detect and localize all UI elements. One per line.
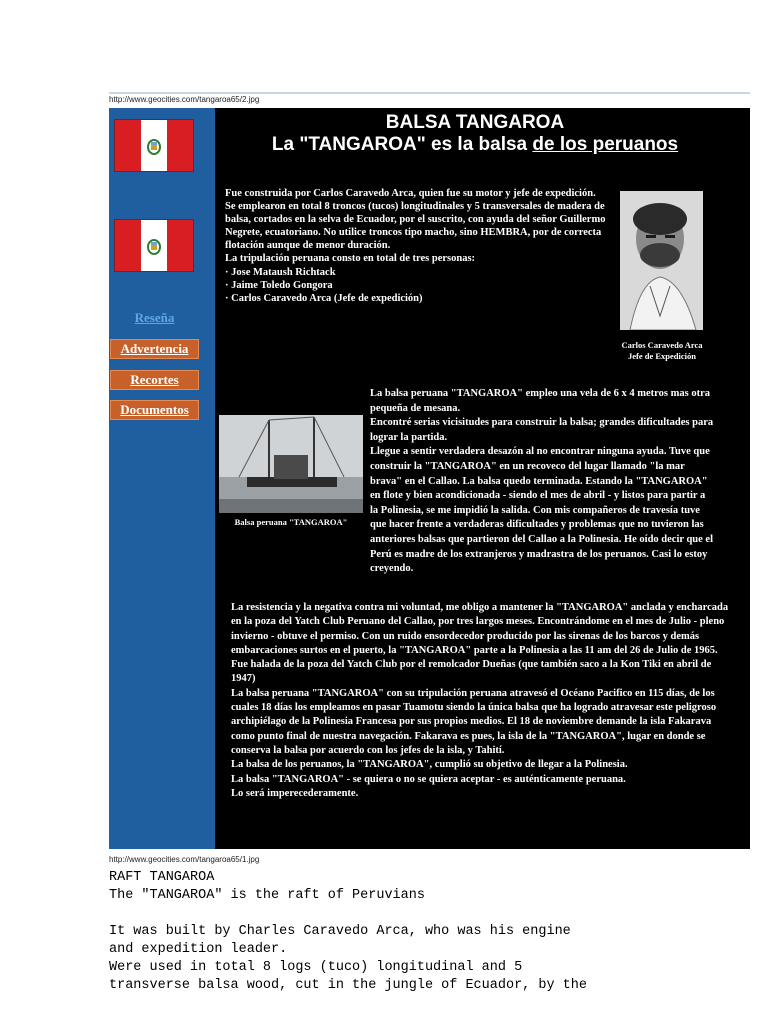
screenshot-top-border bbox=[109, 92, 750, 94]
nav-link-advertencia[interactable]: Advertencia bbox=[110, 339, 199, 359]
subtitle-text: La "TANGAROA" es la balsa bbox=[271, 134, 533, 155]
image-url-top: http://www.geocities.com/tangaroa65/2.jpg bbox=[109, 95, 260, 104]
nav-link-recortes[interactable]: Recortes bbox=[110, 370, 199, 390]
peru-flag-icon bbox=[114, 219, 194, 272]
nav-link-documentos[interactable]: Documentos bbox=[110, 400, 199, 420]
peru-flag-icon bbox=[114, 119, 194, 172]
translation-line: transverse balsa wood, cut in the jungle of Ecuador, by the bbox=[109, 978, 587, 993]
translation-line: and expedition leader. bbox=[109, 942, 288, 957]
nav-link-resena[interactable]: Reseña bbox=[110, 308, 199, 328]
raft-photo bbox=[219, 415, 363, 513]
page-title: BALSA TANGAROA bbox=[385, 112, 565, 133]
portrait-caption: Carlos Caravedo Arca Jefe de Expedición bbox=[621, 340, 703, 361]
translation-line: It was built by Charles Caravedo Arca, who was his engine bbox=[109, 924, 571, 939]
raft-caption: Balsa peruana "TANGAROA" bbox=[234, 517, 348, 527]
subtitle-underlined-text: de los peruanos bbox=[532, 134, 679, 155]
translation-line: RAFT TANGAROA bbox=[109, 870, 215, 885]
image-url-bottom: http://www.geocities.com/tangaroa65/1.jpg bbox=[109, 855, 260, 864]
translation-line: The "TANGAROA" is the raft of Peruvians bbox=[109, 888, 425, 903]
voyage-paragraph: La balsa peruana "TANGAROA" empleo una vela de 6 x 4 metros mas otra pequeña de mesana. Encontré serias vicisitudes para construir la balsa; grandes dificultades para lograr la partida. Llegue a sentir verdadera desazón al no encontrar ninguna ayuda. Tuve que construir la "TANGAROA" en un recoveco del lugar llamado "la mar brava" en el Callao. La balsa quedo terminada. Estando la "TANGAROA" en flote y bien acondicionada - siendo el mes de abril - y listos para partir a la Polinesia, se me impidió la salida. Con mis compañeros de travesía tuve que hacer frente a verdaderas dificultades y problemas que no tuvieron las anteriores balsas que partieron del Callao a la Polinesia. He oído decir que el Perú es madre de los extranjeros y madrastra de los peruanos. Casi lo estoy creyendo. bbox=[370, 388, 714, 575]
translation-line: Were used in total 8 logs (tuco) longitudinal and 5 bbox=[109, 960, 523, 975]
departure-paragraph: La resistencia y la negativa contra mi voluntad, me obligo a mantener la "TANGAROA" anclada y encharcada en la poza del Yatch Club Peruano del Callao, por tres largos meses. Encontrándome en el mes de Julio - pleno invierno - obtuve el permiso. Con un ruido ensordecedor producido por las sirenas de los barcos y demás embarcaciones surtos en el puerto, la "TANGAROA" parte a la Polinesia a las 11 am del 26 de Julio de 1965. Fue halada de la poza del Yatch Club por el remolcador Dueñas (que también saco a la Kon Tiki en abril de 1947) La balsa peruana "TANGAROA" con su tripulación peruana atravesó el Océano Pacifico en 115 días, de los cuales 18 días los empleamos en pasar Tuamotu siendo la única balsa que ha logrado atravesar este peligroso archipiélago de la Polinesia Francesa por sus propios medios. El 18 de noviembre demande la isla Fakarava como punto final de nuestra navegación. Fakarava es pues, la isla de la "TANGAROA", lugar en donde se conserva la balsa por acuerdo con los jefes de la isla, y Tahití. La balsa de los peruanos, la "TANGAROA", cumplió su objetivo de llegar a la Polinesia. La balsa "TANGAROA" - se quiera o no se quiera aceptar - es auténticamente peruana. Lo será imperecederamente. bbox=[231, 602, 729, 799]
page-subtitle bbox=[215, 134, 735, 156]
intro-paragraph: Fue construida por Carlos Caravedo Arca, quien fue su motor y jefe de expedición. Se emplearon en total 8 troncos (tucos) longitudinales y 5 transversales de madera de balsa, cortados en la selva de Ecuador, por el suscrito, con ayuda del señor Guillermo Negrete, ecuatoriano. No utilice troncos tipo macho, sino HEMBRA, por de correcta flotación aunque de menor duración. La tripulación peruana consto en total de tres personas: · Jose Mataush Richtack · Jaime Toledo Gongora · Carlos Caravedo Arca (Jefe de expedición) bbox=[225, 188, 606, 304]
portrait-photo bbox=[620, 191, 703, 330]
